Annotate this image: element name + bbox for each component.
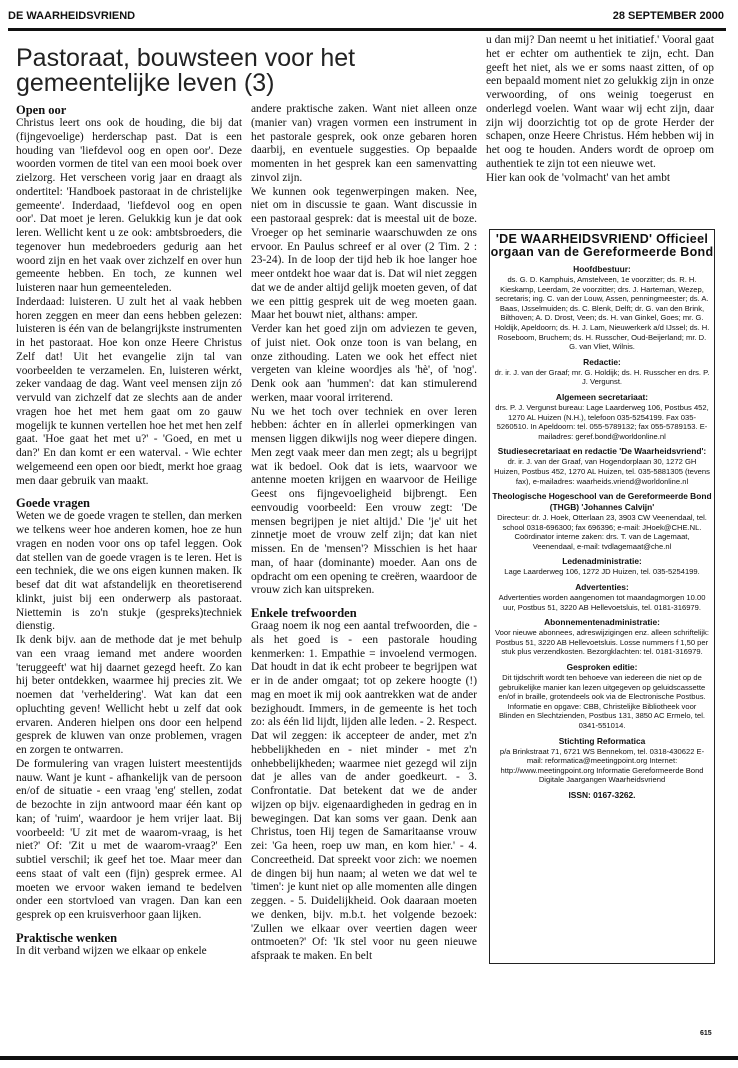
section-text: p/a Brinkstraat 71, 6721 WS Bennekom, tel. 0318-430622 E-mail: reformatica@meetingpoint.org Internet: http://www.meetingpoint.org Informatie Gereformeerde Bond Digitale Jaargangen Waarheidsvriend (499, 746, 705, 785)
bottom-rule (0, 1056, 738, 1060)
issn-number: ISSN: 0167-3262. (568, 789, 636, 800)
page-header (8, 10, 724, 28)
section-heading: Ledenadministratie: (562, 556, 642, 567)
paragraph: In dit verband wijzen we elkaar op enkele (16, 944, 207, 957)
section-heading: Stichting Reformatica (558, 735, 646, 746)
article-title: Pastoraat, bouwsteen voor het gemeentelijke leven (3) (16, 44, 356, 97)
heading-praktische-wenken: Praktische wenken (16, 930, 118, 945)
heading-enkele-trefwoorden: Enkele trefwoorden (251, 606, 357, 620)
heading-open-oor: Open oor (16, 103, 67, 117)
section-text: Advertenties worden aangenomen tot maandagmorgen 10.00 uur, Postbus 51, 3220 AB Hellevoetsluis, tel. 0181-316979. (498, 593, 706, 612)
paragraph: Nu we het toch over techniek en over leren hebben: áchter en ín allerlei opmerkingen van mensen liggen dikwijls nog weer diepere dingen. Men zegt vaak meer dan men zegt; als u begrijpt wat ik bedoel. Ook dat is iets, waarvoor we antenne moeten krijgen en waarvoor de Heilige Geest ons fijngevoeligheid bijbrengt. Een eenvoudig voorbeeld: Een vrouw zegt: 'De mensen begrijpen je niet altijd.' Die 'je' uit het zinnetje moet de vrouw zelf zijn; dat kan niet missen. En de 'mensen'? Misschien is het haar man, of haar (dominante) moeder. Aan ons de opdracht om een opening te creëren, waardoor de vrouw zich kan uitspreken. (251, 405, 477, 597)
paragraph: andere praktische zaken. Want niet alleen onze (manier van) vragen vormen een instrument in het pastorale gesprek, ook onze gebaren horen daarbij, en eventuele suggesties. Op bepaalde momenten in het gesprek kan een samenvatting zinvol zijn. (251, 103, 477, 184)
section-text: drs. P. J. Vergunst bureau: Lage Laarderweg 106, Postbus 452, 1270 AL Huizen (N.H.), telefoon 035-5254199. Fax 035-5260510. In Apeldoorn: tel. 055-5789132; fax 055-5789153. E-mailadres: geref.bond@worldonline.nl (495, 402, 709, 441)
section-text: Voor nieuwe abonnees, adreswijzigingen enz. alleen schriftelijk: Postbus 51, 3220 AB Hellevoetsluis. Losse nummers f 1,50 per stuk plus verzendkosten. Bezorgklachten: tel. 0181-316979. (494, 628, 710, 657)
section-text: dr. ir. J. van der Graaf; mr. G. Holdijk; ds. H. Russcher en drs. P. J. Vergunst. (494, 367, 710, 387)
paragraph: Graag noem ik nog een aantal trefwoorden, die - als het goed is - een pastorale houding kenmerken: 1. Empathie = invoelend vermogen. Dat houdt in dat ik echt probeer te begrijpen wat er in de ander omgaat; tot op zekere hoogte (!) mag en moet ik mij ook aantrekken wat de ander bezighoudt. Immers, in de gemeente is het toch zo: als één lid lijdt, lijden alle leden. - 2. Respect. Dat wil zeggen: ik accepteer de ander, met z'n hebbelijkheden en - niet minder - met z'n onhebbelijkheden; waarmee niet gezegd wil zijn dat je alles van de ander goedkeurt. - 3. Confrontatie. Dat betekent dat we de ander wijzen op bijv. eigenaardigheden in gedrag en in bewegingen. Dat kan soms ver gaan. Denk aan Christus, toen Hij tegen de Samaritaanse vrouw zei: 'Ga heen, roep uw man, en kom hier.' - 4. Concreetheid. Dat spreekt voor zich: we noemen de dingen bij hun naam; al weten we dat wel te 'timen': je kunt niet op alle momenten alle dingen zeggen. - 5. Duidelijkheid. Ook daaraan moeten we denken, bijv. m.b.t. het volgende bezoek: 'Zullen we elkaar over veertien dagen weer ontmoeten?' Of: 'Ik stel voor nu geen nieuwe afspraak te maken. En belt (251, 620, 477, 962)
column-3 (486, 34, 714, 185)
colophon-title: 'DE WAARHEIDSVRIEND' Officieel orgaan van de Gereformeerde Bond (490, 232, 714, 259)
section-heading: Advertenties: (575, 582, 629, 593)
section-text: dr. ir. J. van der Graaf, van Hogendorplaan 30, 1272 GH Huizen, Postbus 452, 1270 AL Huizen, tel. 035-5881305 (tevens fax), e-mailadres: waarheids.vriend@worldonline.nl (494, 457, 710, 486)
section-heading: Hoofdbestuur: (573, 264, 631, 274)
heading-goede-vragen: Goede vragen (16, 496, 90, 511)
section-text: Dit tijdschrift wordt ten behoeve van iedereen die niet op de gebruikelijke manier kan lezen uitgegeven op geluidscassette en/of in braille, grotendeels ook via de Electronische Postbus. Informatie en opgave: CBB, Christelijke Bibliotheek voor Blinden en Slechtzienden, Postbus 131, 3850 AC Ermelo, tel. 0341-551014. (498, 673, 706, 730)
column-1 (16, 103, 242, 959)
header-rule (8, 28, 726, 31)
section-heading: Algemeen secretariaat: (555, 391, 649, 402)
section-heading: Studiesecretariaat en redactie 'De Waarheidsvriend': (497, 446, 707, 457)
paragraph: Ik denk bijv. aan de methode dat je met behulp van een vraag iemand met andere woorden 'teruggeeft' wat hij daarnet gezegd heeft. Zo kan hij beter ontdekken, waarmee hij precies zit. We noemen dat 'verheldering'. Wat kan dat een opluchting geven! Wellicht hebt u zelf dat ook ervaren. Anderen hielpen ons door een helpend gesprek de kluwen van onze problemen, vragen en zorgen te ontwarren. (16, 634, 242, 756)
section-heading: Redactie: (583, 356, 621, 367)
paragraph: u dan mij? Dan neemt u het initiatief.' Vooral gaat het er echter om authentiek te zijn, echt. Dan geeft het niet, als we er soms naast zitten, of op een bepaald moment niet zo gelukkig zijn in onze verwoording, of ons weinig toegerust en onderlegd voelen. Want waar wij echt zijn, daar zijn wij doorzichtig tot op de grote Herder der schapen, onze Heere Christus. Hém hebben wij in het oog te houden. Anders wordt de oproep om authentiek te zijn tot een nieuwe wet. (486, 34, 714, 170)
paragraph: Inderdaad: luisteren. U zult het al vaak hebben horen zeggen en meer dan eens hebben gelezen: luisteren is één van de belangrijkste instrumenten in het pastoraat. Hoe kon onze Heere Christus Zelf dat! Uit het evangelie zijn tal van voorbeelden te verzamelen. En, luisteren wérkt, zeker vandaag de dag. Want veel mensen zijn zó vervuld van zichzelf dat ze slechts aan de ander vragen hoe het met hem gaat om zo gauw mogelijk te kunnen vertellen hoe het met hen zelf gaat. 'Hoe gaat het met u?' - 'Goed, en met u dan?' En dan komt er een waterval. - Wie echter welgemeend een open oor biedt, merkt hoe graag men daar gebruik van maakt. (16, 295, 242, 487)
page-number: 615 (700, 1030, 712, 1037)
paragraph: We kunnen ook tegenwerpingen maken. Nee, niet om in discussie te gaan. Want discussie in een pastoraal gesprek: dat is meestal uit de boze. Vroeger op het seminarie waarschuwden ze ons ervoor. En Paulus schreef er al over (2 Tim. 2 : 23-24). In de loop der tijd heb ik hoe langer hoe meer ontdekt hoe waar dat is. Dat wil niet zeggen dat we de ander altijd gelijk moeten geven, of dat we een pittig gesprek uit de weg moeten gaan. Maar het bouwt niet, althans: amper. (251, 185, 477, 322)
colophon-box (489, 229, 715, 964)
section-text: ds. G. D. Kamphuis, Amstelveen, 1e voorzitter; ds. R. H. Kieskamp, Leerdam, 2e voorzitter; drs. J. Harteman, Wezep, secretaris; ing. C. van der Louw, Assen, penningmeester; ds. A. Baas, IJsselmuiden; ds. C. Blenk, Delft; dr. G. van den Brink, Bilthoven; A. D. Drost, Veen; ds. H. van Ginkel, Goes; mr. G. Holdijk, Apeldoorn; ds. H. J. Lam, Nieuwerkerk a/d IJssel; ds. H. Roseboom, Bruchem; ds. H. Russcher, Oud-Beijerland; mr. D. G. van Vliet, Wilnis. (494, 275, 710, 352)
section-text: Directeur: dr. J. Hoek, Otterlaan 23, 3903 CW Veenendaal, tel. school 0318-696300; fax 696396; e-mail: JHoek@CHE.NL. Coördinator interne zaken: drs. T. van de Lagemaat, Veenendaal, e-mail: tvdlagemaat@che.nl (497, 513, 707, 551)
paragraph: Christus leert ons ook de houding, die bij dat (fijngevoelige) herderschap past. Dat is een houding van 'liefdevol oog en open oor'. Deze woorden vormen de titel van een mooi boek over zielzorg. Het verscheen vorig jaar en draagt als ondertitel: 'Handboek pastoraat in de christelijke gemeente'. Inderdaad, 'liefdevol oog en open oor'. Dat moet je leren. Gelukkig kun je dat ook leren. Wellicht kent u ze ook: ambtsbroeders, die tegenover hun medebroeders gedurig aan het woord zijn en het vaak over zichzelf en over hun gemeente hebben. En toch, ze kunnen wel luisteren naar hun gemeenteleden. (16, 117, 242, 294)
publication-name: DE WAARHEIDSVRIEND (8, 10, 136, 22)
section-text: Lage Laarderweg 106, 1272 JD Huizen, tel. 035-5254199. (504, 567, 700, 577)
paragraph: De formulering van vragen luistert meestentijds nauw. Want je kunt - afhankelijk van de persoon en/of de situatie - een vraag 'eng' stellen, zodat de bezochte in zijn antwoord maar één kant op kan; of 'ruim', waardoor je hem vrijer laat. Bij voorbeeld: 'U zit met de waarom-vraag, is het niet?' Of: 'Zit u met de waarom-vraag?' Een subtiel verschil; ik geef het toe. Maar meer dan eens staat of valt een (fijn) gesprek ermee. Al moeten we ervoor waken iemand te bedelven onder een stortvloed van vragen. Dan kan een gesprek op een kruisverhoor gaan lijken. (16, 757, 242, 921)
paragraph: Verder kan het goed zijn om adviezen te geven, of juist niet. Ook onze toon is van belang, en onze zithouding. Laten we ook het effect niet vergeten van kleine woordjes als 'hè', of 'nog'. Denk ook aan 'hummen': dat kan stimulerend werken, maar vooral irriterend. (251, 323, 477, 404)
paragraph: Hier kan ook de 'volmacht' van het ambt (486, 171, 671, 184)
section-heading: Gesproken editie: (566, 662, 638, 673)
paragraph: Weten we de goede vragen te stellen, dan merken we telkens weer hoe anderen komen, hoe ze hun vragen en noden voor ons op tafel leggen. Ook dat stellen van de goede vragen is te leren. Het is een techniek, die we ons eigen kunnen maken. Ik besef dat dit wat afstandelijk en theoretiserend klinkt, juist bij een onderwerp als pastoraat. Niettemin is zo'n stukje (gespreks)techniek dienstig. (16, 510, 242, 633)
issue-date: 28 SEPTEMBER 2000 (612, 10, 724, 22)
section-heading: Theologische Hogeschool van de Gereformeerde Bond (THGB) 'Johannes Calvijn' (492, 491, 712, 513)
section-heading: Abonnementenadministratie: (544, 617, 660, 628)
column-2 (251, 103, 477, 964)
